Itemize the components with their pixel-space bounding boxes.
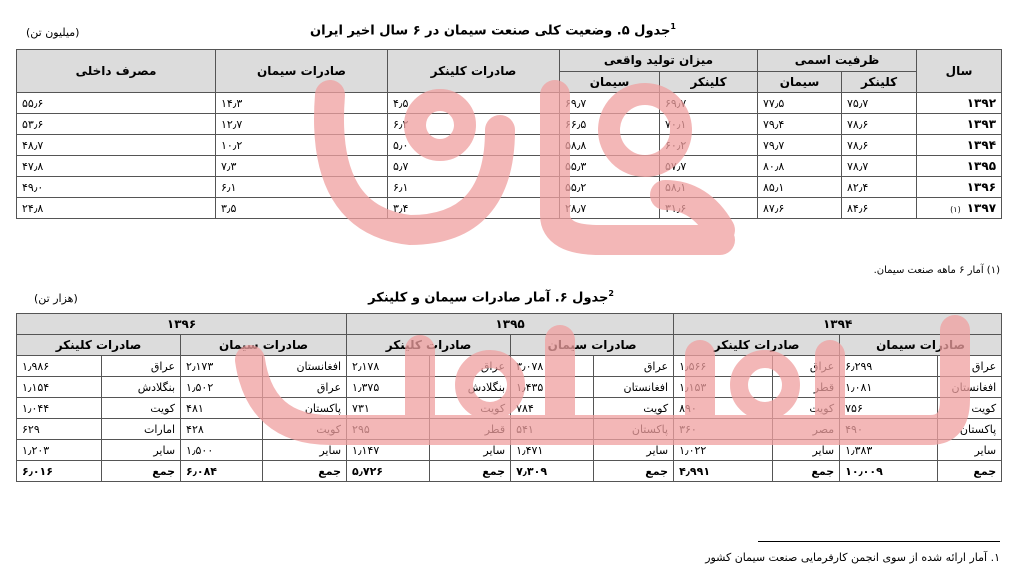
- cell-production-clinker: ۳۱٫۶: [660, 198, 758, 219]
- subheader-clinker-exports: صادرات کلینکر: [674, 335, 840, 356]
- table5: [16, 49, 1002, 219]
- cell-value: ۲۹۵: [347, 419, 430, 440]
- cell-value: ۶۲۹: [17, 419, 102, 440]
- cell-value: ۱٫۵۶۶: [674, 356, 773, 377]
- cell-year: ۱۳۹۶: [917, 177, 1002, 198]
- table6-unit: (هزار تن): [34, 292, 78, 305]
- cell-value: ۱٫۵۰۲: [181, 377, 263, 398]
- header-clinker-exports: صادرات کلینکر: [388, 50, 560, 93]
- cell-country: عراق: [263, 377, 347, 398]
- cell-country: امارات: [102, 419, 181, 440]
- cell-domestic: ۵۵٫۶: [17, 93, 216, 114]
- year-header-row: [17, 314, 1002, 335]
- cell-cement-exports: ۷٫۳: [216, 156, 388, 177]
- cell-production-cement: ۵۵٫۲: [560, 177, 660, 198]
- cell-capacity-clinker: ۷۵٫۷: [842, 93, 917, 114]
- cell-capacity-cement: ۷۹٫۷: [758, 135, 842, 156]
- cell-value: ۷۵۶: [840, 398, 938, 419]
- cell-capacity-cement: ۷۹٫۴: [758, 114, 842, 135]
- cell-country: عراق: [773, 356, 840, 377]
- cell-production-clinker: ۷۰٫۱: [660, 114, 758, 135]
- total-row: [17, 461, 1002, 482]
- subheader-cement-exports: صادرات سیمان: [511, 335, 674, 356]
- cell-production-cement: ۶۹٫۷: [560, 93, 660, 114]
- cell-year: ۱۳۹۵: [917, 156, 1002, 177]
- cell-value: ۱٫۳۷۵: [347, 377, 430, 398]
- cell-cement-exports: ۱۰٫۲: [216, 135, 388, 156]
- cell-value: ۱٫۳۸۳: [840, 440, 938, 461]
- cell-country: کویت: [263, 419, 347, 440]
- cell-country: قطر: [773, 377, 840, 398]
- subheader-cement-exports: صادرات سیمان: [840, 335, 1002, 356]
- cell-value: ۴۸۱: [181, 398, 263, 419]
- cell-country: کویت: [773, 398, 840, 419]
- cell-value: ۳۶۰: [674, 419, 773, 440]
- cell-country: پاکستان: [594, 419, 674, 440]
- cell-domestic: ۴۷٫۸: [17, 156, 216, 177]
- cell-cement-exports: ۳٫۵: [216, 198, 388, 219]
- cell-clinker-exports: ۶٫۲: [388, 114, 560, 135]
- cell-value: ۱٫۱۴۷: [347, 440, 430, 461]
- cell-country: افغانستان: [263, 356, 347, 377]
- cell-value: ۶٫۲۹۹: [840, 356, 938, 377]
- table-row: [17, 114, 1002, 135]
- cell-capacity-clinker: ۷۸٫۶: [842, 135, 917, 156]
- cell-country: بنگلادش: [102, 377, 181, 398]
- cell-year: ۱۳۹۴: [917, 135, 1002, 156]
- cell-country: مصر: [773, 419, 840, 440]
- cell-production-clinker: ۵۸٫۱: [660, 177, 758, 198]
- subheader-clinker: کلینکر: [660, 71, 758, 93]
- cell-production-cement: ۵۸٫۸: [560, 135, 660, 156]
- cell-value: ۱٫۰۴۴: [17, 398, 102, 419]
- table5-unit: (میلیون تن): [26, 26, 80, 39]
- cell-production-cement: ۵۵٫۳: [560, 156, 660, 177]
- cell-value: ۴۲۸: [181, 419, 263, 440]
- subheader-cement: سیمان: [758, 71, 842, 93]
- cell-domestic: ۵۳٫۶: [17, 114, 216, 135]
- cell-country: عراق: [938, 356, 1002, 377]
- table-row: [17, 156, 1002, 177]
- cell-year: ۱۳۹۷(۱): [917, 198, 1002, 219]
- cell-year: ۱۳۹۲: [917, 93, 1002, 114]
- cell-production-cement: ۲۸٫۷: [560, 198, 660, 219]
- cell-value: ۱٫۴۷۱: [511, 440, 594, 461]
- table5-footnote: (۱) آمار ۶ ماهه صنعت سیمان.: [873, 265, 1000, 276]
- table-row: [17, 377, 1002, 398]
- cell-clinker-exports: ۴٫۵: [388, 93, 560, 114]
- cell-country: کویت: [594, 398, 674, 419]
- cell-country: پاکستان: [938, 419, 1002, 440]
- subheader-cement: سیمان: [560, 71, 660, 93]
- cell-country: سایر: [594, 440, 674, 461]
- cell-value: ۳٫۰۷۸: [511, 356, 594, 377]
- cell-capacity-cement: ۷۷٫۵: [758, 93, 842, 114]
- cell-country: سایر: [773, 440, 840, 461]
- source-footnote: ۱. آمار ارائه شده از سوی انجمن کارفرمایی صنعت سیمان کشور: [705, 551, 1000, 564]
- cell-country: جمع: [263, 461, 347, 482]
- cell-value: ۴۹۰: [840, 419, 938, 440]
- cell-country: عراق: [102, 356, 181, 377]
- cell-capacity-clinker: ۸۴٫۶: [842, 198, 917, 219]
- cell-production-clinker: ۶۰٫۲: [660, 135, 758, 156]
- cell-value: ۱٫۱۵۳: [674, 377, 773, 398]
- cell-production-clinker: ۶۹٫۷: [660, 93, 758, 114]
- table-row: [17, 177, 1002, 198]
- cell-value: ۱٫۹۸۶: [17, 356, 102, 377]
- year-header: ۱۳۹۴: [674, 314, 1002, 335]
- year-header: ۱۳۹۵: [347, 314, 674, 335]
- cell-cement-exports: ۶٫۱: [216, 177, 388, 198]
- cell-clinker-exports: ۳٫۴: [388, 198, 560, 219]
- cell-capacity-cement: ۸۰٫۸: [758, 156, 842, 177]
- cell-capacity-cement: ۸۷٫۶: [758, 198, 842, 219]
- cell-production-cement: ۶۶٫۵: [560, 114, 660, 135]
- cell-value: ۶٫۰۸۴: [181, 461, 263, 482]
- cell-clinker-exports: ۵٫۷: [388, 156, 560, 177]
- footnote-divider: [758, 541, 1000, 542]
- cell-country: عراق: [594, 356, 674, 377]
- cell-country: پاکستان: [263, 398, 347, 419]
- table-row: [17, 93, 1002, 114]
- subheader-clinker-exports: صادرات کلینکر: [347, 335, 511, 356]
- header-cement-exports: صادرات سیمان: [216, 50, 388, 93]
- cell-country: بنگلادش: [430, 377, 511, 398]
- header-production: میزان تولید واقعی: [560, 50, 758, 72]
- cell-capacity-cement: ۸۵٫۱: [758, 177, 842, 198]
- cell-value: ۵۴۱: [511, 419, 594, 440]
- header-year: سال: [917, 50, 1002, 93]
- cell-country: افغانستان: [594, 377, 674, 398]
- cell-value: ۱٫۲۰۳: [17, 440, 102, 461]
- cell-value: ۵٫۷۲۶: [347, 461, 430, 482]
- table6: [16, 313, 1002, 482]
- cell-domestic: ۴۸٫۷: [17, 135, 216, 156]
- cell-country: کویت: [938, 398, 1002, 419]
- cell-country: افغانستان: [938, 377, 1002, 398]
- table-row: [17, 356, 1002, 377]
- table5-title: $^1$جدول ۵. وضعیت کلی صنعت سیمان در ۶ سال اخیر ایران: [309, 22, 676, 39]
- cell-domestic: ۲۴٫۸: [17, 198, 216, 219]
- cell-cement-exports: ۱۴٫۳: [216, 93, 388, 114]
- cell-production-clinker: ۵۷٫۷: [660, 156, 758, 177]
- cell-cement-exports: ۱۲٫۷: [216, 114, 388, 135]
- cell-year: ۱۳۹۳: [917, 114, 1002, 135]
- cell-country: جمع: [430, 461, 511, 482]
- cell-value: ۱٫۵۰۰: [181, 440, 263, 461]
- cell-country: کویت: [102, 398, 181, 419]
- cell-value: ۷٫۳۰۹: [511, 461, 594, 482]
- cell-country: قطر: [430, 419, 511, 440]
- cell-capacity-clinker: ۷۸٫۶: [842, 114, 917, 135]
- cell-capacity-clinker: ۷۸٫۷: [842, 156, 917, 177]
- subheader-cement-exports: صادرات سیمان: [181, 335, 347, 356]
- cell-country: سایر: [938, 440, 1002, 461]
- cell-value: ۷۸۴: [511, 398, 594, 419]
- table6-title: $^2$جدول ۶. آمار صادرات سیمان و کلینکر: [368, 289, 614, 306]
- cell-value: ۲٫۱۷۳: [181, 356, 263, 377]
- cell-value: ۷۳۱: [347, 398, 430, 419]
- cell-country: کویت: [430, 398, 511, 419]
- subheader-clinker: کلینکر: [842, 71, 917, 93]
- cell-value: ۱٫۰۸۱: [840, 377, 938, 398]
- cell-country: سایر: [263, 440, 347, 461]
- cell-value: ۱٫۱۵۴: [17, 377, 102, 398]
- cell-country: عراق: [430, 356, 511, 377]
- cell-value: ۶٫۰۱۶: [17, 461, 102, 482]
- cell-country: جمع: [938, 461, 1002, 482]
- cell-domestic: ۴۹٫۰: [17, 177, 216, 198]
- cell-country: جمع: [102, 461, 181, 482]
- subheader-row: [17, 335, 1002, 356]
- table-row: [17, 398, 1002, 419]
- cell-value: ۱۰٫۰۰۹: [840, 461, 938, 482]
- cell-country: جمع: [773, 461, 840, 482]
- year-header: ۱۳۹۶: [17, 314, 347, 335]
- cell-value: ۱٫۴۳۵: [511, 377, 594, 398]
- header-capacity: ظرفیت اسمی: [758, 50, 917, 72]
- cell-value: ۲٫۱۷۸: [347, 356, 430, 377]
- cell-value: ۸۹۰: [674, 398, 773, 419]
- cell-clinker-exports: ۶٫۱: [388, 177, 560, 198]
- cell-capacity-clinker: ۸۲٫۴: [842, 177, 917, 198]
- table-row: [17, 440, 1002, 461]
- table-row: [17, 419, 1002, 440]
- header-domestic: مصرف داخلی: [17, 50, 216, 93]
- table-row: [17, 135, 1002, 156]
- cell-country: جمع: [594, 461, 674, 482]
- cell-country: سایر: [102, 440, 181, 461]
- table-row: [17, 198, 1002, 219]
- cell-value: ۴٫۹۹۱: [674, 461, 773, 482]
- subheader-clinker-exports: صادرات کلینکر: [17, 335, 181, 356]
- cell-clinker-exports: ۵٫۰: [388, 135, 560, 156]
- cell-country: سایر: [430, 440, 511, 461]
- cell-value: ۱٫۰۲۲: [674, 440, 773, 461]
